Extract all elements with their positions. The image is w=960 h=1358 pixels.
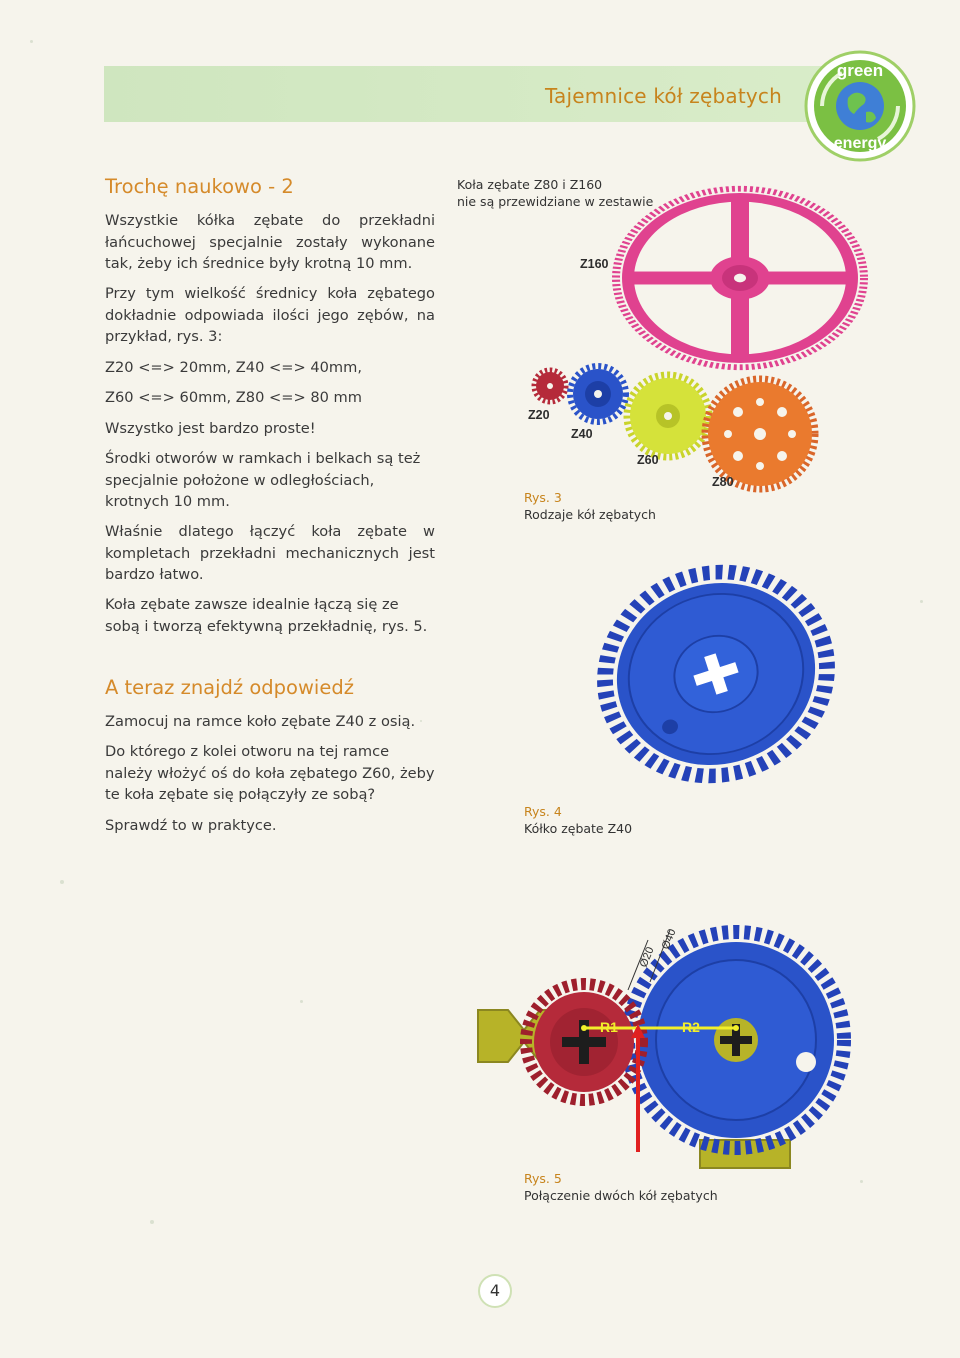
section-text-block bbox=[105, 448, 435, 513]
paragraph: Przy tym wielkość średnicy koła zębatego dokładnie odpowiada ilości jego zębów, na przykład, rys. 3: bbox=[105, 285, 435, 345]
section-heading: Trochę naukowo - 2 bbox=[105, 175, 294, 198]
section-text-block bbox=[105, 594, 435, 637]
radius-label-r2: R2 bbox=[682, 1019, 700, 1035]
paragraph: Koła zębate zawsze idealnie łączą się ze sobą i tworzą efektywną przekładnię, rys. 5. bbox=[105, 596, 428, 635]
figure-text: Połączenie dwóch kół zębatych bbox=[524, 1188, 718, 1203]
figure-caption-4 bbox=[524, 803, 632, 837]
section-text-block bbox=[105, 418, 435, 440]
section-text-block bbox=[105, 387, 435, 409]
figure-caption-3 bbox=[524, 489, 656, 523]
page-title: Tajemnice kół zębatych bbox=[544, 84, 782, 108]
paragraph: Wszystkie kółka zębate do przekładni łańcuchowej specjalnie zostały wykonane tak, żeby ich średnice były krotną 10 mm. bbox=[105, 212, 435, 272]
section-heading: A teraz znajdź odpowiedź bbox=[105, 676, 354, 699]
logo-text-top: green bbox=[836, 61, 884, 80]
paragraph: Środki otworów w ramkach i belkach są też specjalnie położone w odległościach, krotnych 10 mm. bbox=[105, 450, 421, 510]
section-text-block bbox=[105, 815, 435, 837]
paper-speck bbox=[300, 1000, 303, 1003]
paper-speck bbox=[920, 600, 923, 603]
figure-number: Rys. 3 bbox=[524, 490, 562, 505]
gear-label-z160: Z160 bbox=[580, 257, 609, 271]
logo-text-bottom: energy bbox=[833, 135, 887, 152]
gear-label-z40: Z40 bbox=[571, 427, 593, 441]
section-text-block bbox=[105, 283, 435, 348]
gear-z40-image bbox=[600, 556, 832, 792]
gear-label-z60: Z60 bbox=[637, 453, 659, 467]
paragraph: Do którego z kolei otworu na tej ramce należy włożyć oś do koła zębatego Z60, żeby te koła zębate się połączyły ze sobą? bbox=[105, 743, 435, 803]
paper-speck bbox=[860, 1180, 863, 1183]
section-heading-2-wrap bbox=[105, 677, 435, 699]
paper-speck bbox=[30, 40, 33, 43]
green-energy-logo bbox=[804, 50, 916, 162]
section-text-block bbox=[105, 521, 435, 586]
note-line: Koła zębate Z80 i Z160 bbox=[457, 177, 603, 192]
section-text-block bbox=[105, 741, 435, 806]
paragraph: Właśnie dlatego łączyć koła zębate w kompletach przekładni mechanicznych jest bardzo łatwo. bbox=[105, 523, 435, 583]
radius-label-r1: R1 bbox=[600, 1019, 618, 1035]
section-text-block bbox=[105, 711, 435, 733]
gear-label-z20: Z20 bbox=[528, 408, 550, 422]
section-text-block bbox=[105, 210, 435, 275]
paragraph: Zamocuj na ramce koło zębate Z40 z osią. bbox=[105, 713, 416, 730]
figure-number: Rys. 4 bbox=[524, 804, 562, 819]
gears-connection-image bbox=[478, 920, 850, 1170]
figure-number: Rys. 5 bbox=[524, 1171, 562, 1186]
gear-label-z80: Z80 bbox=[712, 475, 734, 489]
paragraph: Z20 <=> 20mm, Z40 <=> 40mm, bbox=[105, 359, 362, 376]
dimension-label-d20: Ø20 bbox=[637, 945, 657, 970]
figure-text: Rodzaje kół zębatych bbox=[524, 507, 656, 522]
note-line: nie są przewidziane w zestawie bbox=[457, 194, 654, 209]
page-number: 4 bbox=[478, 1274, 512, 1308]
figure-caption-5 bbox=[524, 1170, 718, 1204]
paragraph: Sprawdź to w praktyce. bbox=[105, 817, 277, 834]
paper-speck bbox=[150, 1220, 154, 1224]
dimension-label-d40: Ø40 bbox=[659, 927, 679, 952]
paragraph: Wszystko jest bardzo proste! bbox=[105, 420, 316, 437]
figure-text: Kółko zębate Z40 bbox=[524, 821, 633, 836]
gear-z160-image bbox=[612, 186, 866, 370]
section-heading-1-wrap bbox=[105, 176, 435, 198]
paragraph: Z60 <=> 60mm, Z80 <=> 80 mm bbox=[105, 389, 362, 406]
section-text-block bbox=[105, 357, 435, 379]
paper-speck bbox=[60, 880, 64, 884]
